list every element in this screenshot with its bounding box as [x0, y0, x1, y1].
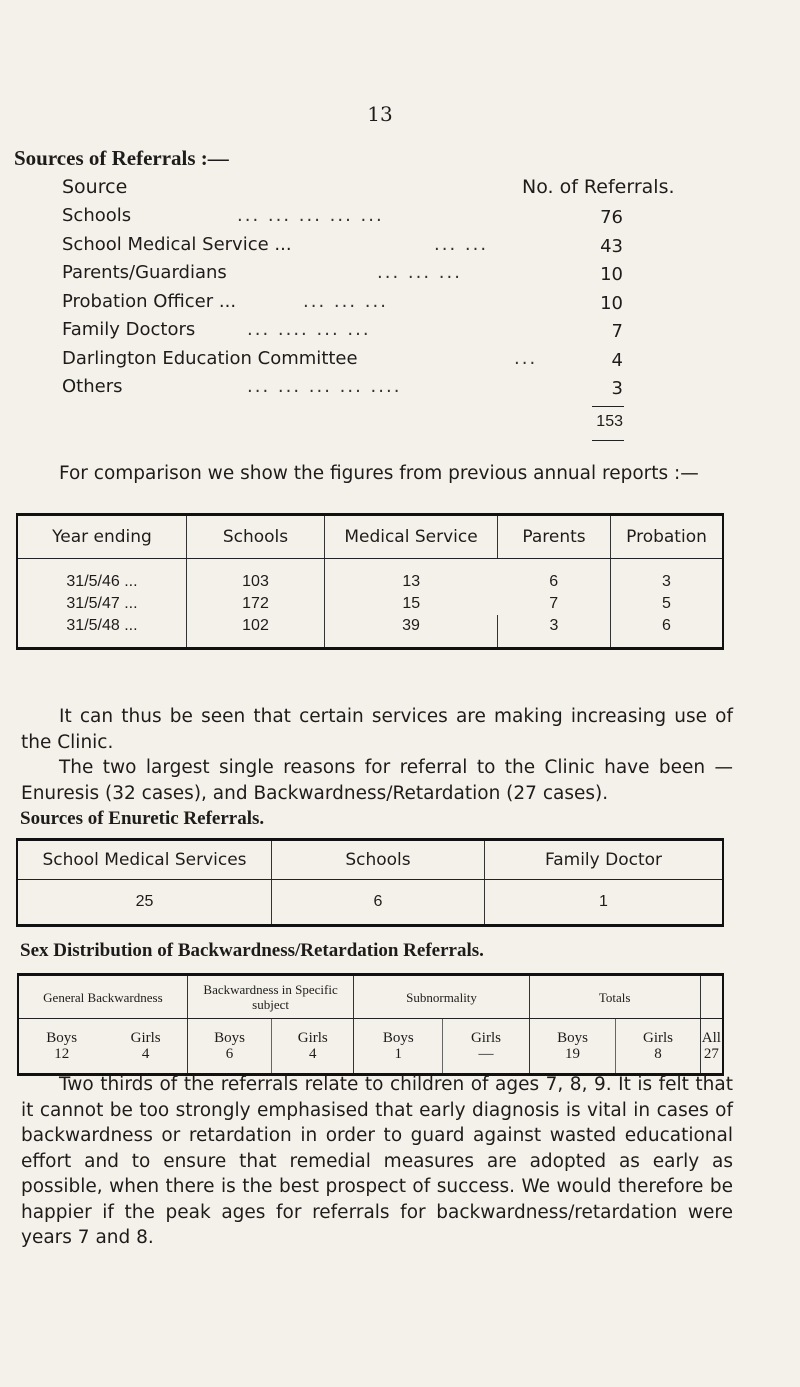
table-cell: 6: [662, 617, 671, 634]
referral-source-label: Family Doctors: [62, 319, 196, 340]
table-cell: 31/5/48 ...: [17, 615, 187, 649]
leader-dots: ...: [514, 348, 538, 369]
table-cell: [529, 1019, 616, 1075]
leader-dots: ... .... ... ...: [247, 319, 371, 340]
cell-value: 4: [141, 1046, 150, 1062]
paragraph-services: It can thus be seen that certain services are making increasing use of the Clinic.: [21, 706, 733, 753]
cell-value: 6: [225, 1046, 234, 1062]
table-cell: 102: [187, 615, 325, 649]
sex-distribution-heading: Sex Distribution of Backwardness/Retardation Referrals.: [20, 940, 484, 961]
table-row: [17, 615, 723, 649]
referral-count: 10: [600, 264, 623, 285]
table-row: [17, 880, 723, 926]
leader-dots: ... ... ... ... ...: [237, 205, 384, 226]
column-header: General Backwardness: [18, 975, 187, 1019]
paragraph-conclusion: Two thirds of the referrals relate to children of ages 7, 8, 9. It is felt that it cannot be too strongly emphasised that early diagnosis is vital in cases of backwardness or retardation in order to guard against wasted educational effort and to ensure that remedial measures are adopted as early as possible, when there is the best prospect of success. We would therefore be happier if the peak ages for referrals for backwardness/retardation were years 7 and 8.: [21, 1074, 733, 1248]
subheader-label: Boys: [557, 1030, 588, 1046]
cell-value: 27: [703, 1046, 719, 1062]
referral-count: 3: [611, 378, 623, 399]
enuretic-referrals-table: [16, 838, 724, 927]
table-cell: 7: [498, 593, 611, 615]
referral-count: 4: [611, 350, 623, 371]
table-cell: 39: [325, 615, 498, 649]
paragraph-reasons: The two largest single reasons for referral to the Clinic have been —Enuresis (32 cases), and Backwardness/Retardation (27 cases).: [21, 757, 733, 804]
column-header: Schools: [272, 840, 485, 880]
referral-source-label: Schools: [62, 205, 132, 226]
table-cell: 15: [402, 595, 421, 612]
referral-count: 7: [611, 321, 623, 342]
cell-value: 19: [565, 1046, 581, 1062]
leader-dots: ... ... ...: [303, 291, 388, 312]
referral-total: 153: [596, 413, 623, 430]
table-cell: [616, 1019, 700, 1075]
column-header: Parents: [498, 515, 611, 559]
table-cell: [104, 1019, 187, 1075]
source-column-header: Source: [62, 176, 128, 198]
column-header: Family Doctor: [485, 840, 724, 880]
subheader-label: Boys: [382, 1030, 414, 1046]
column-header: School Medical Services: [17, 840, 272, 880]
referral-source-label: Parents/Guardians: [62, 262, 227, 283]
column-header: [700, 975, 723, 1019]
table-cell: [443, 1019, 530, 1075]
total-rule-bottom: [592, 440, 624, 441]
referral-source-label: Others: [62, 376, 123, 397]
table-cell: 31/5/46 ...: [17, 559, 187, 594]
cell-value: 1: [394, 1046, 403, 1062]
leader-dots: ... ... ... ... ....: [247, 376, 402, 397]
sex-distribution-table: [17, 973, 724, 1076]
subheader-label: Girls: [297, 1030, 328, 1046]
referral-source-label: School Medical Service ...: [62, 234, 292, 255]
table-cell: [272, 1019, 354, 1075]
table-row: [17, 593, 723, 615]
subheader-label: Boys: [46, 1030, 78, 1046]
referral-count: 10: [600, 293, 623, 314]
cell-value: 8: [654, 1046, 662, 1062]
table-cell: 13: [402, 573, 421, 590]
table-cell: [354, 1019, 443, 1075]
referral-source-label: Probation Officer ...: [62, 291, 237, 312]
column-header: Totals: [529, 975, 700, 1019]
subheader-label: All: [701, 1030, 721, 1046]
subheader-label: Girls: [130, 1030, 161, 1046]
subheader-label: Boys: [214, 1030, 245, 1046]
cell-value: —: [478, 1046, 494, 1062]
table-cell: [700, 1019, 723, 1075]
page-number: 13: [367, 102, 393, 126]
table-row: [17, 559, 723, 594]
table-cell: 103: [187, 559, 325, 594]
table-cell: [187, 1019, 271, 1075]
table-cell: [18, 1019, 104, 1075]
cell-value: 12: [54, 1046, 70, 1062]
cell-value: 4: [309, 1046, 317, 1062]
column-header: Probation: [611, 515, 724, 559]
enuretic-referrals-heading: Sources of Enuretic Referrals.: [20, 808, 265, 829]
referral-count: 43: [600, 236, 623, 257]
table-row: [18, 1019, 723, 1075]
table-cell: 3: [662, 573, 671, 590]
referral-source-label: Darlington Education Committee: [62, 348, 358, 369]
column-header: Subnormality: [354, 975, 529, 1019]
table-cell: 25: [17, 880, 272, 926]
leader-dots: ... ... ...: [377, 262, 462, 283]
referral-sources-heading: Sources of Referrals :—: [14, 146, 229, 170]
column-header: Backwardness in Specific subject: [187, 975, 354, 1019]
leader-dots: ... ...: [434, 234, 489, 255]
column-header: Year ending: [17, 515, 187, 559]
table-cell: 172: [187, 593, 325, 615]
count-column-header: No. of Referrals.: [522, 176, 675, 198]
subheader-label: Girls: [643, 1030, 673, 1046]
referral-count: 76: [600, 207, 623, 228]
total-rule-top: [592, 406, 624, 407]
subheader-label: Girls: [470, 1030, 501, 1046]
column-header: Medical Service: [325, 515, 498, 559]
table-cell: 31/5/47 ...: [17, 593, 187, 615]
comparison-table: [16, 513, 724, 650]
table-cell: 6: [272, 880, 485, 926]
table-cell: 5: [662, 595, 671, 612]
table-cell: 3: [498, 615, 611, 649]
table-cell: 1: [599, 893, 608, 910]
table-cell: 6: [498, 559, 611, 594]
comparison-intro: For comparison we show the figures from previous annual reports :—: [59, 463, 699, 484]
column-header: Schools: [187, 515, 325, 559]
